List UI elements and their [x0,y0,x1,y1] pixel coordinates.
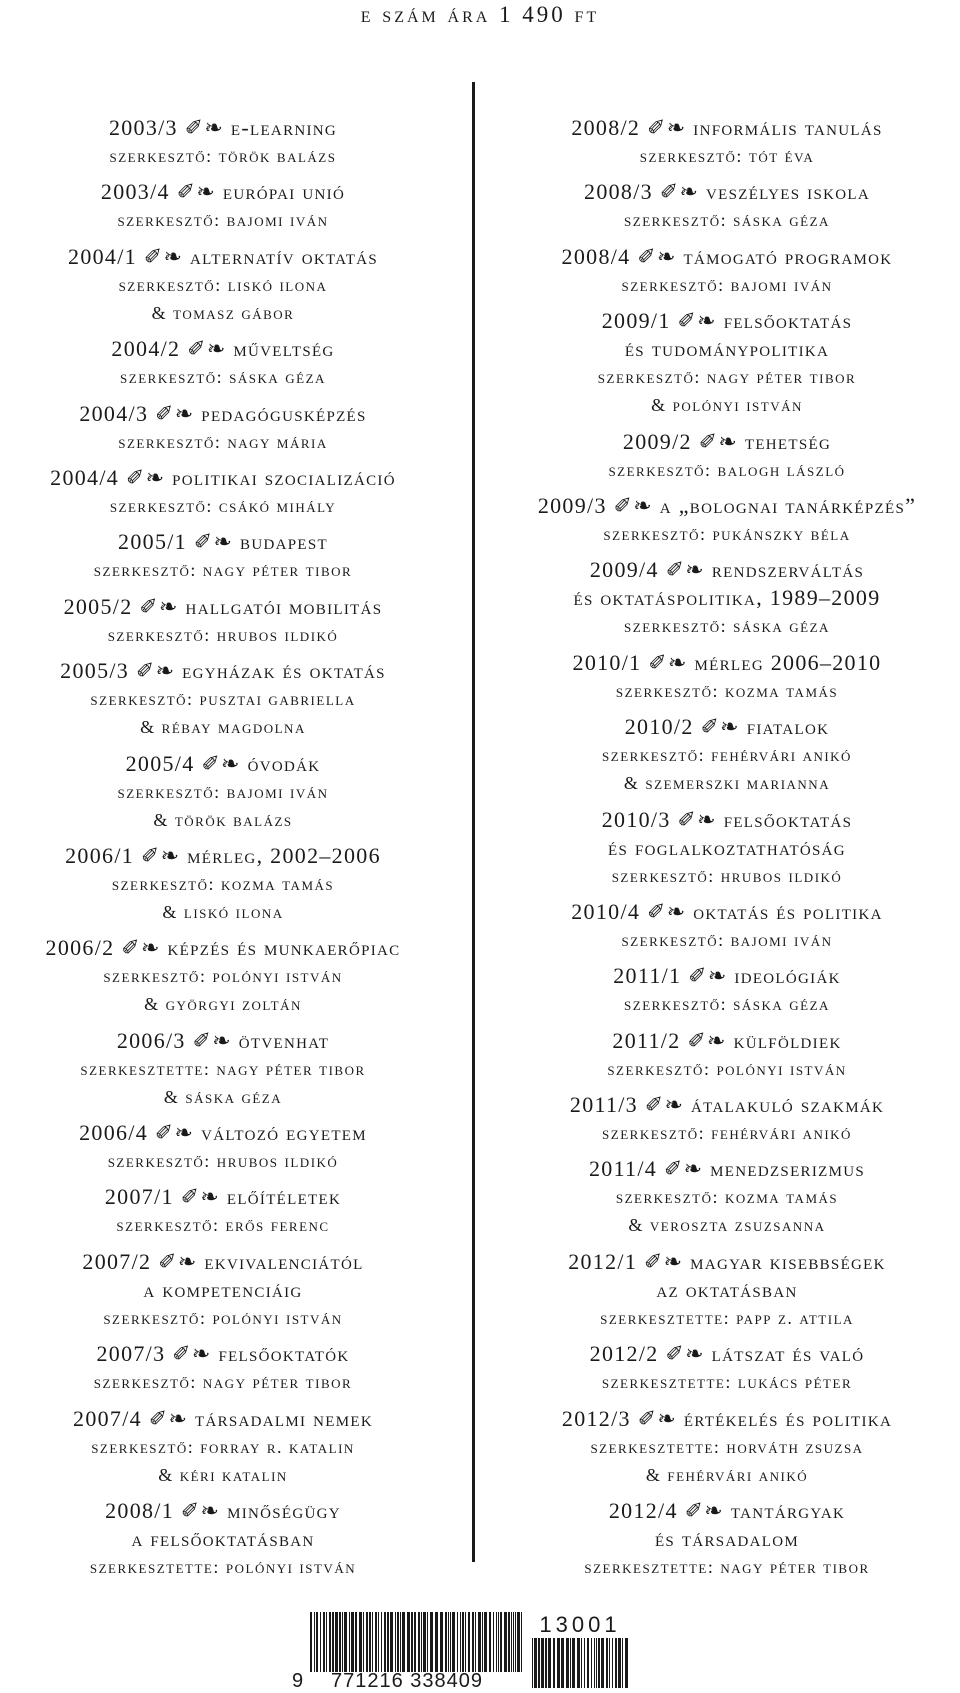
barcode-bar [390,1612,393,1672]
issue-editor: & sáska géza [163,1086,283,1107]
barcode-bar [462,1612,464,1672]
barcode-bars [310,1612,522,1672]
barcode-bar [316,1612,318,1672]
barcode-bar [570,1638,571,1688]
barcode-bar [323,1612,325,1672]
issue-title: 2007/3 ✐❧ felsőoktatók [96,1341,350,1367]
barcode-bar [606,1638,608,1688]
barcode-bar [478,1612,481,1672]
issue-editor: szerkesztő: balogh lászló [608,459,846,480]
issue-title: 2011/2 ✐❧ külföldiek [612,1027,842,1053]
barcode-bar [430,1612,433,1672]
issue-entry [494,1340,960,1396]
issue-editor: szerkesztő: török balázs [109,146,337,166]
barcode-bar [465,1612,466,1672]
barcode-bar [596,1638,597,1688]
issue-editor: szerkesztette: papp z. attila [600,1307,854,1328]
barcode-bar [351,1612,354,1672]
barcode-bar [612,1638,613,1688]
issue-title: 2012/4 ✐❧ tantárgyak [608,1498,846,1524]
barcode-bar [511,1612,512,1672]
issue-title: 2004/3 ✐❧ pedagógusképzés [79,400,367,426]
barcode-bar [344,1612,347,1672]
issue-editor: szerkesztő: bajomi iván [117,781,329,802]
issue-entry [494,962,960,1018]
issue-entry [0,243,446,327]
issue-title: 2008/3 ✐❧ veszélyes iskola [584,179,870,205]
issue-editor: szerkesztő: sáska géza [624,210,830,231]
barcode-bar [561,1638,564,1688]
issue-title: és társadalom [654,1526,800,1552]
issue-title: 2006/1 ✐❧ mérleg, 2002–2006 [65,842,381,868]
issue-entry [494,243,960,299]
barcode-bar [622,1638,623,1688]
barcode-bar [548,1638,551,1688]
issue-title: 2004/2 ✐❧ műveltség [111,336,335,362]
issue-editor: szerkesztette: nagy péter tibor [584,1557,870,1578]
issue-title: 2011/4 ✐❧ menedzserizmus [588,1156,866,1182]
price-line: e szám ára 1 490 ft [360,2,600,27]
issue-title: 2006/3 ✐❧ ötvenhat [116,1027,330,1053]
issue-editor: & szemerszki marianna [623,773,831,794]
issue-editor: szerkesztő: nagy péter tibor [93,560,353,581]
issue-title: 2009/1 ✐❧ felsőoktatás [601,308,853,334]
barcode-bar [310,1612,312,1672]
barcode-bar [342,1612,343,1672]
issue-entry [494,492,960,548]
issue-title: 2008/1 ✐❧ minőségügy [105,1498,341,1524]
issue-title: 2005/4 ✐❧ óvodák [125,750,321,776]
barcode-bar [400,1612,401,1672]
issue-entry [494,178,960,234]
barcode-bar [515,1612,516,1672]
barcode-bar [395,1612,396,1672]
issue-editor: szerkesztő: hrubos ildikó [107,1151,339,1172]
barcode-bar [378,1612,379,1672]
issue-entry [494,1091,960,1147]
issue-title: 2006/2 ✐❧ képzés és munkaerőpiac [45,935,401,961]
barcode-bar [594,1638,595,1688]
right-column [494,114,960,1589]
issue-editor: szerkesztő: hrubos ildikó [611,865,843,886]
barcode-bar [366,1612,368,1672]
issue-entry [494,806,960,890]
barcode-bar [553,1638,555,1688]
issue-title: 2009/4 ✐❧ rendszerváltás [589,557,865,583]
issue-entry [494,1497,960,1581]
issue-editor: szerkesztő: nagy péter tibor [597,367,857,388]
barcode-bar [625,1638,628,1688]
issue-editor: szerkesztő: sáska géza [120,367,326,388]
issue-title: 2010/4 ✐❧ oktatás és politika [571,898,883,924]
barcode-bar [407,1612,410,1672]
issue-entry [0,1119,446,1175]
barcode-bar [384,1612,386,1672]
barcode-bar [387,1612,389,1672]
issue-editor: szerkesztő: kozma tamás [111,873,335,894]
issue-entry [494,649,960,705]
issue-entry [494,898,960,954]
barcode-bar [541,1638,544,1688]
left-column [0,114,446,1589]
issue-entry [494,114,960,170]
issue-editor: szerkesztő: kozma tamás [615,680,839,701]
issue-editor: szerkesztette: lukács péter [601,1372,853,1393]
issue-entry [494,307,960,419]
issue-editor: szerkesztő: bajomi iván [621,929,833,950]
barcode-bar [598,1638,600,1688]
barcode-bar [538,1638,540,1688]
barcode-addon-digits: 13001 [539,1612,621,1637]
barcode-bar [363,1612,364,1672]
issue-title: a kompetenciáig [143,1276,303,1302]
issue-entry [494,1155,960,1239]
issue-title: 2003/3 ✐❧ e-learning [108,115,338,140]
issue-editor: szerkesztő: polónyi istván [103,966,343,987]
issue-editor: szerkesztő: pukánszky béla [603,523,851,544]
issue-entry [494,428,960,484]
barcode-bar [468,1612,470,1672]
barcode-bar [421,1612,422,1672]
issue-title: 2005/3 ✐❧ egyházak és oktatás [60,658,386,684]
barcode-bar [484,1612,487,1672]
barcode-bar [545,1638,547,1688]
issue-entry [0,400,446,456]
barcode-bar [500,1612,502,1672]
barcode-bar [372,1612,373,1672]
barcode-bar [581,1638,582,1688]
barcode-bar [534,1638,537,1688]
issue-entry [0,1405,446,1489]
issue-title: 2007/1 ✐❧ előítéletek [104,1184,342,1210]
barcode-bar [335,1612,338,1672]
issue-entry [494,556,960,640]
issue-title: és foglalkoztathatóság [608,834,846,860]
issue-entry [0,464,446,520]
barcode-bar [445,1612,447,1672]
issue-editor: szerkesztette: nagy péter tibor [80,1058,366,1079]
issue-title: 2004/4 ✐❧ politikai szocializáció [50,464,396,490]
issue-editor: & györgyi zoltán [144,994,302,1015]
issue-editor: szerkesztő: hrubos ildikó [107,624,339,645]
issue-title: a felsőoktatásban [131,1526,315,1552]
issue-editor: szerkesztő: sáska géza [624,616,830,637]
issue-editor: szerkesztő: liskó ilona [118,274,328,295]
column-divider [472,82,475,1562]
barcode-bar [615,1638,617,1688]
barcode-bar [566,1638,569,1688]
issue-entry [0,657,446,741]
issue-entry [0,1340,446,1396]
barcode-bar [609,1638,610,1688]
barcode-bar [440,1612,443,1672]
issue-entry [0,593,446,649]
barcode-bar [375,1612,377,1672]
issue-editor: szerkesztő: bajomi iván [117,210,329,231]
barcode-bar [427,1612,428,1672]
issue-editor: & veroszta zsuzsanna [628,1215,826,1236]
issue-title: 2012/3 ✐❧ értékelés és politika [561,1405,893,1431]
issue-entry [0,178,446,234]
issue-entry [0,842,446,926]
issue-entry [0,114,446,170]
issue-editor: szerkesztette: horváth zsuzsa [590,1436,864,1457]
issue-editor: szerkesztő: fehérvári anikó [602,1123,852,1144]
issue-title: 2010/2 ✐❧ fiatalok [624,714,830,740]
issue-title: és oktatáspolitika, 1989–2009 [573,585,881,611]
issue-editor: szerkesztő: tót éva [639,146,815,166]
issue-editor: szerkesztette: polónyi istván [89,1557,357,1578]
barcode-first-digit: 9 [292,1670,304,1692]
barcode-bar [414,1612,416,1672]
barcode-bar [381,1612,382,1672]
issue-editor: szerkesztő: bajomi iván [621,274,833,295]
barcode-bar [496,1612,497,1672]
issue-entry [0,750,446,834]
issue-entry [494,1248,960,1332]
issue-editor: szerkesztő: sáska géza [624,994,830,1015]
barcode-bar [493,1612,494,1672]
issue-title: 2005/2 ✐❧ hallgatói mobilitás [63,593,383,619]
issue-editor: & tomasz gábor [151,302,295,323]
issue-editor: szerkesztő: kozma tamás [615,1187,839,1208]
barcode-bar [498,1612,499,1672]
barcode-digits: 771216 338409 [330,1670,484,1692]
barcode-bar [418,1612,420,1672]
barcode-bar [508,1612,510,1672]
barcode-bar [355,1612,357,1672]
barcode-bar [513,1612,514,1672]
issue-entry [0,1027,446,1111]
issue-entry [0,528,446,584]
barcode-bar [326,1612,327,1672]
issue-entry [0,1248,446,1332]
barcode-bar [402,1612,405,1672]
issue-title: 2011/1 ✐❧ ideológiák [613,963,841,989]
barcode-bar [329,1612,331,1672]
issue-title: 2003/4 ✐❧ európai unió [100,179,346,205]
issue-title: 2010/1 ✐❧ mérleg 2006–2010 [572,649,882,675]
issue-editor: szerkesztő: polónyi istván [103,1307,343,1328]
issue-editor: szerkesztő: csákó mihály [109,495,337,516]
issue-editor: & fehérvári anikó [645,1464,809,1485]
barcode-bar [618,1638,621,1688]
barcode-bar [423,1612,426,1672]
barcode-bar [504,1612,507,1672]
issue-title: 2007/2 ✐❧ ekvivalenciától [82,1248,364,1274]
barcode-bar [457,1612,458,1672]
barcode-bar [472,1612,474,1672]
issue-editor: szerkesztő: nagy péter tibor [93,1372,353,1393]
barcode-bar [584,1638,585,1688]
issue-editor: szerkesztő: polónyi istván [607,1058,847,1079]
issue-title: 2004/1 ✐❧ alternatív oktatás [68,243,378,269]
issue-editor: & kéri katalin [158,1464,288,1485]
barcode-bar [517,1612,520,1672]
issue-editor: szerkesztő: pusztai gabriella [90,689,356,710]
barcode-bar [601,1638,604,1688]
issue-editor: szerkesztő: fehérvári anikó [602,745,852,766]
issue-title: és tudománypolitika [624,336,830,362]
barcode-bar [332,1612,334,1672]
issue-title: 2007/4 ✐❧ társadalmi nemek [73,1405,373,1431]
issue-title: az oktatásban [656,1276,798,1302]
issue-entry [494,713,960,797]
issue-title: 2009/2 ✐❧ tehetség [622,428,832,454]
barcode-bar [452,1612,455,1672]
issue-title: 2008/2 ✐❧ informális tanulás [571,115,883,140]
issue-title: 2011/3 ✐❧ átalakuló szakmák [569,1092,885,1118]
barcode-bar [314,1612,315,1672]
issue-editor: & rébay magdolna [140,717,306,738]
barcode-bar [557,1638,560,1688]
issue-entry [494,1027,960,1083]
barcode [292,1608,632,1692]
barcode-bar [460,1612,461,1672]
barcode-bar [359,1612,362,1672]
issue-title: 2006/4 ✐❧ változó egyetem [79,1120,367,1146]
issue-editor: szerkesztő: forray r. katalin [91,1436,355,1457]
issue-entry [0,934,446,1018]
barcode-bar [435,1612,438,1672]
issue-entry [0,1497,446,1581]
issue-title: 2005/1 ✐❧ budapest [118,529,328,555]
issue-editor: & liskó ilona [162,901,284,922]
barcode-bar [489,1612,491,1672]
issue-title: 2010/3 ✐❧ felsőoktatás [601,806,853,832]
barcode-bar [411,1612,413,1672]
issue-entry [0,1183,446,1239]
barcode-bar [397,1612,399,1672]
barcode-bar [450,1612,451,1672]
issue-editor: szerkesztő: nagy mária [118,431,328,452]
issue-title: 2008/4 ✐❧ támogató programok [561,243,893,269]
barcode-bar [591,1638,592,1688]
issue-title: 2009/3 ✐❧ a „bolognai tanárképzés” [537,492,917,518]
barcode-bar [320,1612,321,1672]
barcode-bar [532,1638,533,1688]
issue-editor: szerkesztő: erős ferenc [116,1215,330,1236]
barcode-bar [448,1612,449,1672]
barcode-bar [339,1612,341,1672]
issue-title: 2012/1 ✐❧ magyar kisebbségek [568,1248,886,1274]
issue-entry [0,335,446,391]
issue-editor: & török balázs [153,809,293,830]
barcode-bar [475,1612,476,1672]
barcode-bar [521,1612,522,1672]
barcode-bar [587,1638,589,1688]
barcode-bar [369,1612,371,1672]
issue-entry [494,1405,960,1489]
issue-title: 2012/2 ✐❧ látszat és való [589,1341,865,1367]
barcode-bar [482,1612,483,1672]
barcode-addon-bars [532,1638,628,1688]
barcode-bar [349,1612,350,1672]
barcode-bar [572,1638,575,1688]
barcode-bar [577,1638,580,1688]
issue-editor: & polónyi istván [651,395,803,416]
